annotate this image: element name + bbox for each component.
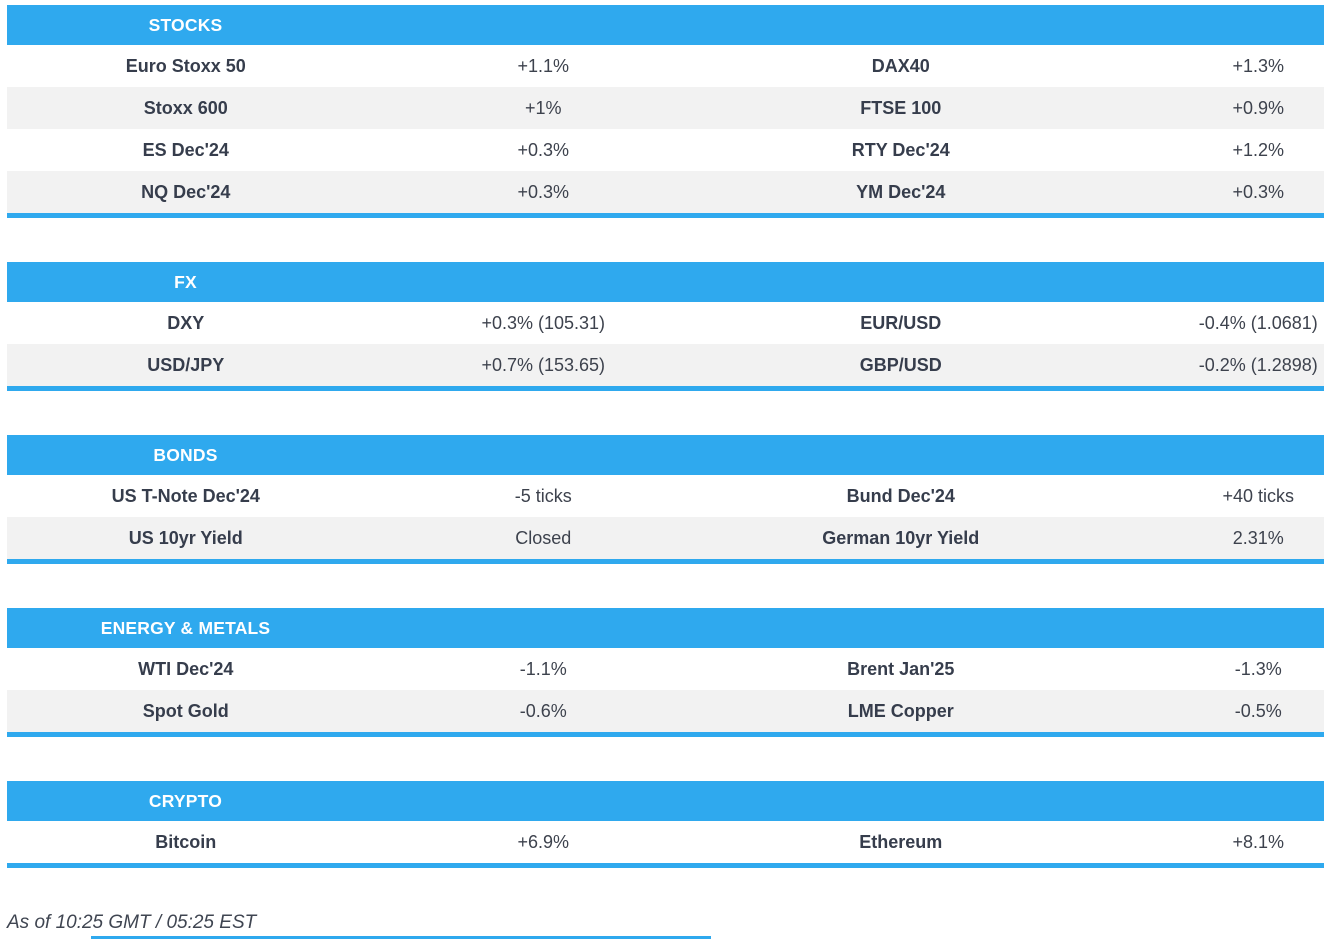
instrument-cell: Brent Jan'25	[722, 648, 1080, 690]
value-cell: +0.3% (105.31)	[365, 302, 723, 344]
section-header-crypto	[7, 781, 1324, 821]
table-row	[7, 344, 1324, 386]
instrument-cell: Ethereum	[722, 821, 1080, 863]
instrument-cell: ES Dec'24	[7, 129, 365, 171]
instrument-cell: Bitcoin	[7, 821, 365, 863]
instrument-cell: Stoxx 600	[7, 87, 365, 129]
value-cell: +1.1%	[365, 45, 723, 87]
section-header-stocks	[7, 5, 1324, 45]
section-fx	[7, 262, 1324, 391]
value-cell: +6.9%	[365, 821, 723, 863]
crypto-table	[7, 821, 1324, 863]
value-cell: -0.6%	[365, 690, 723, 732]
value-cell: +0.3%	[365, 171, 723, 213]
section-title: BONDS	[7, 445, 364, 466]
value-cell: -0.4% (1.0681)	[1080, 302, 1324, 344]
table-row	[7, 648, 1324, 690]
table-row	[7, 129, 1324, 171]
section-divider	[7, 386, 1324, 391]
instrument-cell: Euro Stoxx 50	[7, 45, 365, 87]
table-row	[7, 475, 1324, 517]
value-cell: +1.3%	[1080, 45, 1324, 87]
section-title: STOCKS	[7, 15, 364, 36]
instrument-cell: WTI Dec'24	[7, 648, 365, 690]
instrument-cell: US T-Note Dec'24	[7, 475, 365, 517]
table-row	[7, 690, 1324, 732]
value-cell: -5 ticks	[365, 475, 723, 517]
instrument-cell: RTY Dec'24	[722, 129, 1080, 171]
table-row	[7, 87, 1324, 129]
value-cell: +0.3%	[365, 129, 723, 171]
value-cell: +0.9%	[1080, 87, 1324, 129]
table-row	[7, 45, 1324, 87]
section-title: CRYPTO	[7, 791, 364, 812]
instrument-cell: YM Dec'24	[722, 171, 1080, 213]
value-cell: +0.7% (153.65)	[365, 344, 723, 386]
section-divider	[7, 213, 1324, 218]
value-cell: +0.3%	[1080, 171, 1324, 213]
fx-table	[7, 302, 1324, 386]
instrument-cell: DAX40	[722, 45, 1080, 87]
instrument-cell: USD/JPY	[7, 344, 365, 386]
table-row	[7, 517, 1324, 559]
section-header-energy-metals	[7, 608, 1324, 648]
instrument-cell: German 10yr Yield	[722, 517, 1080, 559]
section-divider	[7, 863, 1324, 868]
instrument-cell: GBP/USD	[722, 344, 1080, 386]
section-bonds	[7, 435, 1324, 564]
value-cell: +1.2%	[1080, 129, 1324, 171]
instrument-cell: LME Copper	[722, 690, 1080, 732]
instrument-cell: Bund Dec'24	[722, 475, 1080, 517]
value-cell: Closed	[365, 517, 723, 559]
section-stocks	[7, 5, 1324, 218]
section-energy-metals	[7, 608, 1324, 737]
value-cell: 2.31%	[1080, 517, 1324, 559]
instrument-cell: DXY	[7, 302, 365, 344]
value-cell: +8.1%	[1080, 821, 1324, 863]
timestamp-note: As of 10:25 GMT / 05:25 EST	[7, 912, 1324, 934]
section-header-fx	[7, 262, 1324, 302]
bonds-table	[7, 475, 1324, 559]
value-cell: -0.2% (1.2898)	[1080, 344, 1324, 386]
value-cell: -1.3%	[1080, 648, 1324, 690]
value-cell: -1.1%	[365, 648, 723, 690]
section-crypto	[7, 781, 1324, 868]
energy-metals-table	[7, 648, 1324, 732]
section-divider	[7, 559, 1324, 564]
value-cell: +40 ticks	[1080, 475, 1324, 517]
section-title: ENERGY & METALS	[7, 618, 364, 639]
instrument-cell: FTSE 100	[722, 87, 1080, 129]
value-cell: +1%	[365, 87, 723, 129]
table-row	[7, 302, 1324, 344]
stocks-table	[7, 45, 1324, 213]
section-divider	[7, 732, 1324, 737]
section-header-bonds	[7, 435, 1324, 475]
table-row	[7, 821, 1324, 863]
section-title: FX	[7, 272, 364, 293]
instrument-cell: NQ Dec'24	[7, 171, 365, 213]
value-cell: -0.5%	[1080, 690, 1324, 732]
table-row	[7, 171, 1324, 213]
instrument-cell: US 10yr Yield	[7, 517, 365, 559]
instrument-cell: EUR/USD	[722, 302, 1080, 344]
instrument-cell: Spot Gold	[7, 690, 365, 732]
